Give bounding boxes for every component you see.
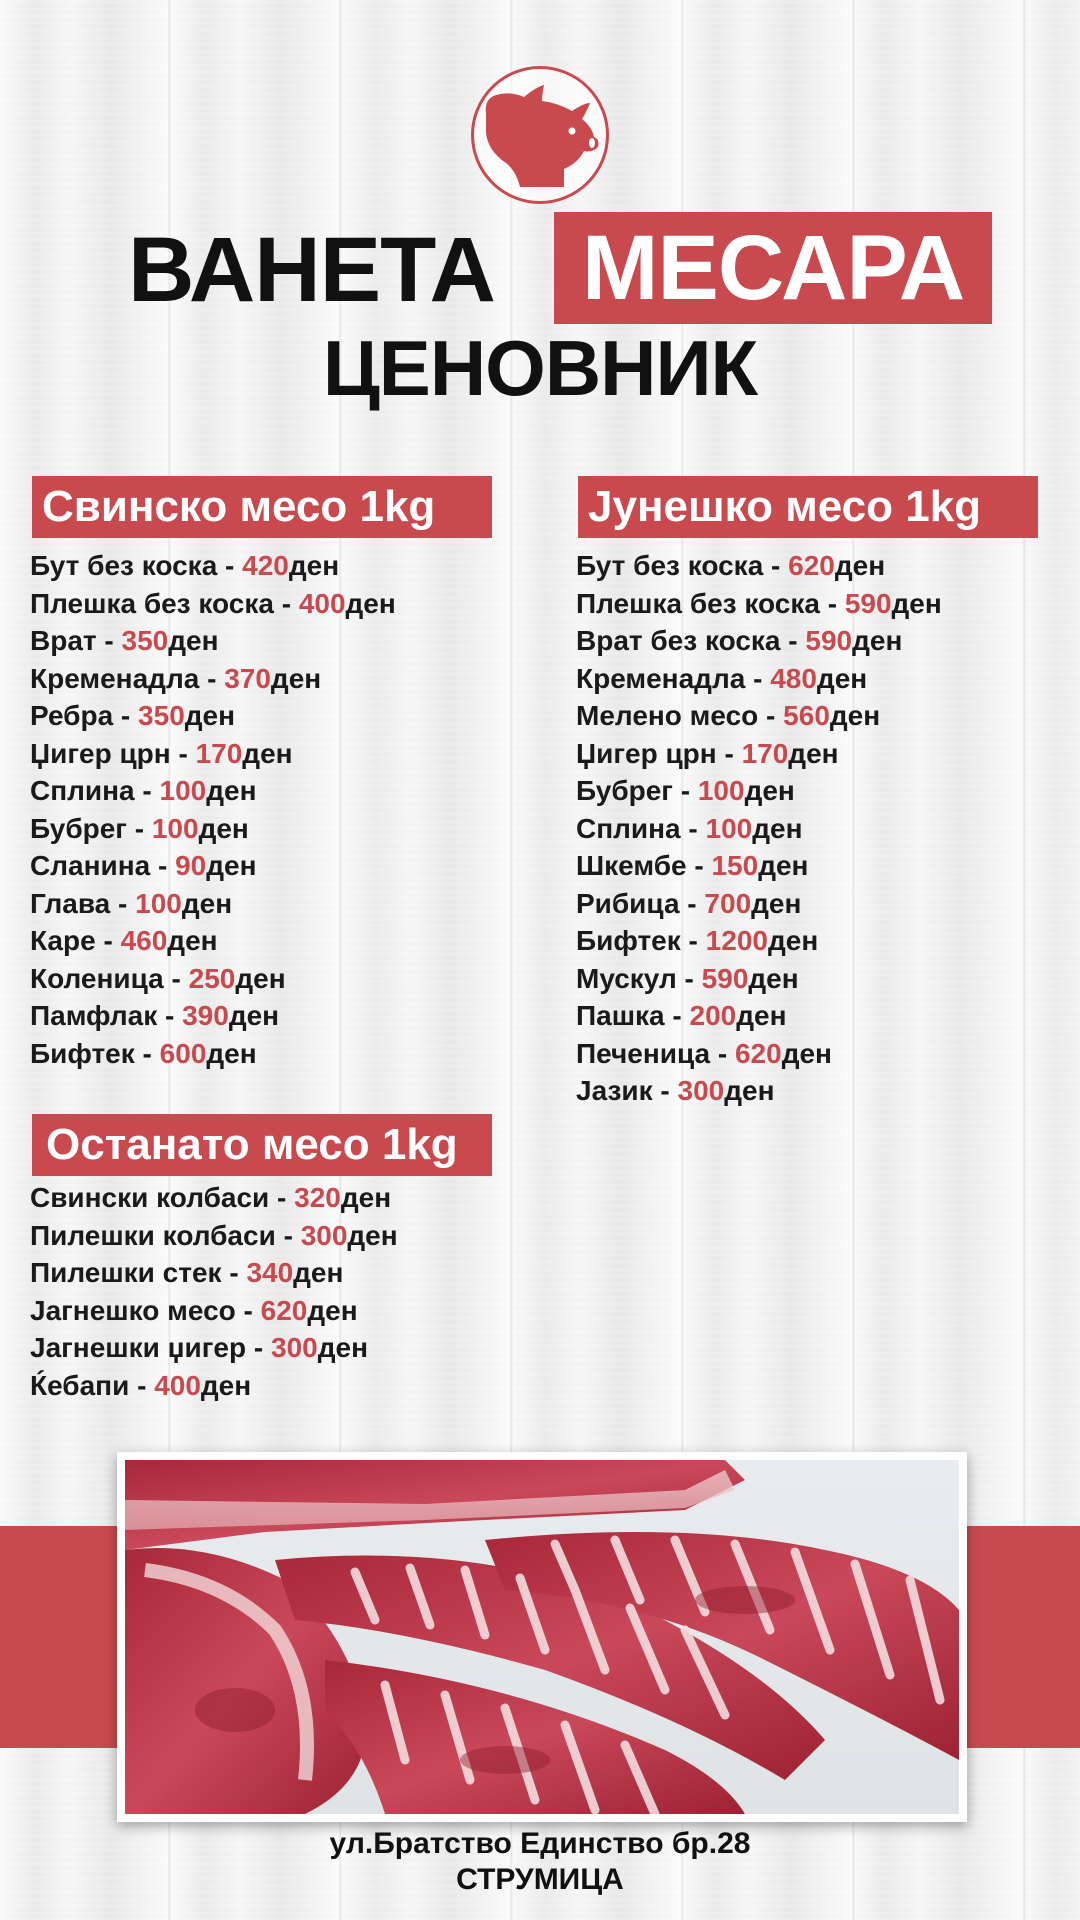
- pig-head-icon: [480, 83, 602, 189]
- item-price: 600: [159, 1037, 207, 1069]
- item-currency: ден: [345, 587, 396, 619]
- item-price: 200: [689, 1000, 737, 1031]
- item-price: 340: [246, 1257, 294, 1288]
- price-list-item: Јагнешко месо - 620ден: [30, 1294, 358, 1326]
- item-price: 1200: [705, 925, 768, 956]
- item-price: 320: [294, 1182, 341, 1213]
- item-currency: ден: [748, 962, 799, 994]
- price-list-item: Кременадла - 370ден: [30, 662, 322, 694]
- item-name: Пилешки стек: [30, 1257, 222, 1288]
- price-list-item: Печеница - 620ден: [576, 1037, 832, 1069]
- item-name: Сланина: [30, 850, 151, 881]
- item-currency: ден: [168, 625, 219, 656]
- item-name: Џигер црн: [576, 737, 717, 769]
- item-price: 420: [242, 550, 289, 581]
- item-price: 620: [260, 1294, 308, 1326]
- item-price: 100: [159, 775, 207, 806]
- item-currency: ден: [347, 1219, 398, 1251]
- item-currency: ден: [206, 850, 257, 881]
- item-currency: ден: [340, 1182, 392, 1213]
- other-heading: Останато месо 1kg: [32, 1114, 492, 1176]
- item-currency: ден: [270, 662, 322, 694]
- pork-heading: Свинско месо 1kg: [32, 476, 492, 538]
- price-list-item: Ребра - 350ден: [30, 700, 236, 731]
- item-name: Бифтек: [576, 925, 681, 956]
- item-currency: ден: [829, 700, 881, 731]
- item-currency: ден: [200, 1369, 252, 1401]
- item-name: Каре: [30, 925, 96, 956]
- price-list-item: Рибица - 700ден: [576, 887, 802, 919]
- item-currency: ден: [834, 550, 886, 581]
- butcher-logo: [471, 66, 609, 204]
- price-list-item: Плешка без коска - 590ден: [576, 587, 942, 619]
- item-name: Плешка без коска: [576, 587, 820, 619]
- price-list-item: Кременадла - 480ден: [576, 662, 868, 694]
- price-list-item: Ќебапи - 400ден: [30, 1369, 252, 1401]
- item-price: 400: [298, 587, 346, 619]
- item-price: 370: [224, 662, 271, 694]
- item-price: 350: [138, 700, 185, 731]
- item-name: Врат без коска: [576, 625, 781, 656]
- price-list-item: Пашка - 200ден: [576, 1000, 787, 1031]
- item-name: Плешка без коска: [30, 587, 274, 619]
- item-currency: ден: [724, 1075, 775, 1106]
- price-list-item: Бут без коска - 620ден: [576, 550, 886, 581]
- item-price: 170: [741, 737, 789, 769]
- item-currency: ден: [891, 587, 942, 619]
- item-name: Сплина: [576, 812, 681, 844]
- item-price: 620: [734, 1037, 782, 1069]
- raw-ribs-photo: [125, 1460, 959, 1814]
- price-list-item: Бифтек - 1200ден: [576, 925, 819, 956]
- price-list-item: Бут без коска - 420ден: [30, 550, 340, 581]
- item-name: Мускул: [576, 962, 677, 994]
- price-list-item: Мелено месо - 560ден: [576, 700, 881, 731]
- item-name: Кременадла: [576, 662, 746, 694]
- item-price: 620: [788, 550, 835, 581]
- price-list-item: Коленица - 250ден: [30, 962, 286, 994]
- item-name: Бут без коска: [576, 550, 764, 581]
- price-list-item: Бифтек - 600ден: [30, 1037, 257, 1069]
- item-currency: ден: [758, 850, 809, 881]
- item-name: Рибица: [576, 887, 680, 919]
- item-name: Бубрег: [576, 775, 673, 806]
- item-name: Печеница: [576, 1037, 711, 1069]
- item-name: Шкембе: [576, 850, 687, 881]
- item-currency: ден: [317, 1332, 368, 1363]
- item-name: Памфлак: [30, 1000, 158, 1031]
- item-price: 590: [844, 587, 892, 619]
- price-list-item: Шкембе - 150ден: [576, 850, 809, 881]
- item-currency: ден: [852, 625, 903, 656]
- item-currency: ден: [736, 1000, 787, 1031]
- item-price: 460: [120, 925, 168, 956]
- item-price: 400: [154, 1369, 201, 1401]
- shop-address: [0, 1826, 1080, 1898]
- item-currency: ден: [228, 1000, 280, 1031]
- item-currency: ден: [752, 812, 803, 844]
- item-price: 90: [175, 850, 207, 881]
- price-list-item: Пилешки колбаси - 300ден: [30, 1219, 398, 1251]
- item-price: 100: [151, 812, 199, 844]
- price-list-item: Пилешки стек - 340ден: [30, 1257, 344, 1288]
- item-currency: ден: [767, 925, 819, 956]
- title-row: [0, 210, 1080, 326]
- item-price: 100: [705, 812, 753, 844]
- item-name: Јагнешки џигер: [30, 1332, 247, 1363]
- item-name: Бифтек: [30, 1037, 135, 1069]
- price-list-item: Сплина - 100ден: [30, 775, 257, 806]
- item-price: 100: [697, 775, 745, 806]
- price-list-item: Глава - 100ден: [30, 887, 233, 919]
- address-city: СТРУМИЦА: [456, 1863, 624, 1896]
- price-list-item: Бубрег - 100ден: [30, 812, 249, 844]
- item-name: Бут без коска: [30, 550, 218, 581]
- item-currency: ден: [788, 737, 839, 769]
- price-list-item: Сплина - 100ден: [576, 812, 803, 844]
- item-currency: ден: [206, 775, 257, 806]
- beef-price-list: [576, 547, 942, 1110]
- item-price: 250: [188, 962, 236, 994]
- item-name: Ќебапи: [30, 1369, 130, 1401]
- brand-highlight: МЕСАРА: [554, 212, 992, 324]
- price-list-item: Плешка без коска - 400ден: [30, 587, 396, 619]
- item-price: 300: [300, 1219, 348, 1251]
- item-price: 170: [195, 737, 243, 769]
- item-price: 100: [135, 887, 182, 919]
- beef-heading: Јунешко месо 1kg: [578, 476, 1038, 538]
- item-name: Пилешки колбаси: [30, 1219, 276, 1251]
- price-list-item: Памфлак - 390ден: [30, 1000, 280, 1031]
- item-name: Јазик: [576, 1075, 653, 1106]
- item-price: 560: [783, 700, 830, 731]
- item-price: 390: [182, 1000, 229, 1031]
- item-currency: ден: [242, 737, 293, 769]
- item-price: 350: [121, 625, 169, 656]
- other-price-list: [30, 1179, 398, 1404]
- item-currency: ден: [816, 662, 868, 694]
- brand-name: ВАНЕТА: [128, 219, 495, 321]
- item-name: Ребра: [30, 700, 114, 731]
- item-currency: ден: [235, 962, 286, 994]
- item-name: Сплина: [30, 775, 135, 806]
- item-price: 300: [271, 1332, 318, 1363]
- item-name: Врат: [30, 625, 97, 656]
- price-list-item: Сланина - 90ден: [30, 850, 257, 881]
- item-name: Глава: [30, 887, 111, 919]
- item-name: Мелено месо: [576, 700, 759, 731]
- price-list-item: Врат - 350ден: [30, 625, 219, 656]
- item-name: Џигер црн: [30, 737, 171, 769]
- item-currency: ден: [307, 1294, 358, 1326]
- price-list-item: Бубрег - 100ден: [576, 775, 795, 806]
- price-list-item: Мускул - 590ден: [576, 962, 799, 994]
- item-currency: ден: [288, 550, 340, 581]
- item-price: 590: [701, 962, 749, 994]
- item-currency: ден: [293, 1257, 344, 1288]
- item-currency: ден: [167, 925, 218, 956]
- price-list-item: Јагнешки џигер - 300ден: [30, 1332, 368, 1363]
- item-currency: ден: [181, 887, 233, 919]
- pork-price-list: [30, 547, 396, 1072]
- item-currency: ден: [751, 887, 802, 919]
- item-name: Пашка: [576, 1000, 665, 1031]
- price-list-item: Џигер црн - 170ден: [576, 737, 839, 769]
- page-subtitle: ЦЕНОВНИК: [322, 324, 758, 412]
- price-list-item: Врат без коска - 590ден: [576, 625, 903, 656]
- meat-photo: [117, 1452, 967, 1822]
- item-name: Кременадла: [30, 662, 200, 694]
- item-name: Коленица: [30, 962, 164, 994]
- item-currency: ден: [184, 700, 236, 731]
- item-currency: ден: [781, 1037, 832, 1069]
- item-price: 480: [770, 662, 817, 694]
- item-price: 700: [704, 887, 752, 919]
- item-name: Свински колбаси: [30, 1182, 270, 1213]
- price-list-item: Каре - 460ден: [30, 925, 218, 956]
- price-list-item: Џигер црн - 170ден: [30, 737, 293, 769]
- item-currency: ден: [744, 775, 795, 806]
- price-list-item: Јазик - 300ден: [576, 1075, 775, 1106]
- item-price: 150: [711, 850, 759, 881]
- item-currency: ден: [206, 1037, 257, 1069]
- item-name: Бубрег: [30, 812, 127, 844]
- item-price: 590: [805, 625, 853, 656]
- address-street: ул.Братство Единство бр.28: [329, 1827, 751, 1860]
- item-name: Јагнешко месо: [30, 1294, 236, 1326]
- item-price: 300: [677, 1075, 725, 1106]
- price-list-item: Свински колбаси - 320ден: [30, 1182, 392, 1213]
- item-currency: ден: [198, 812, 249, 844]
